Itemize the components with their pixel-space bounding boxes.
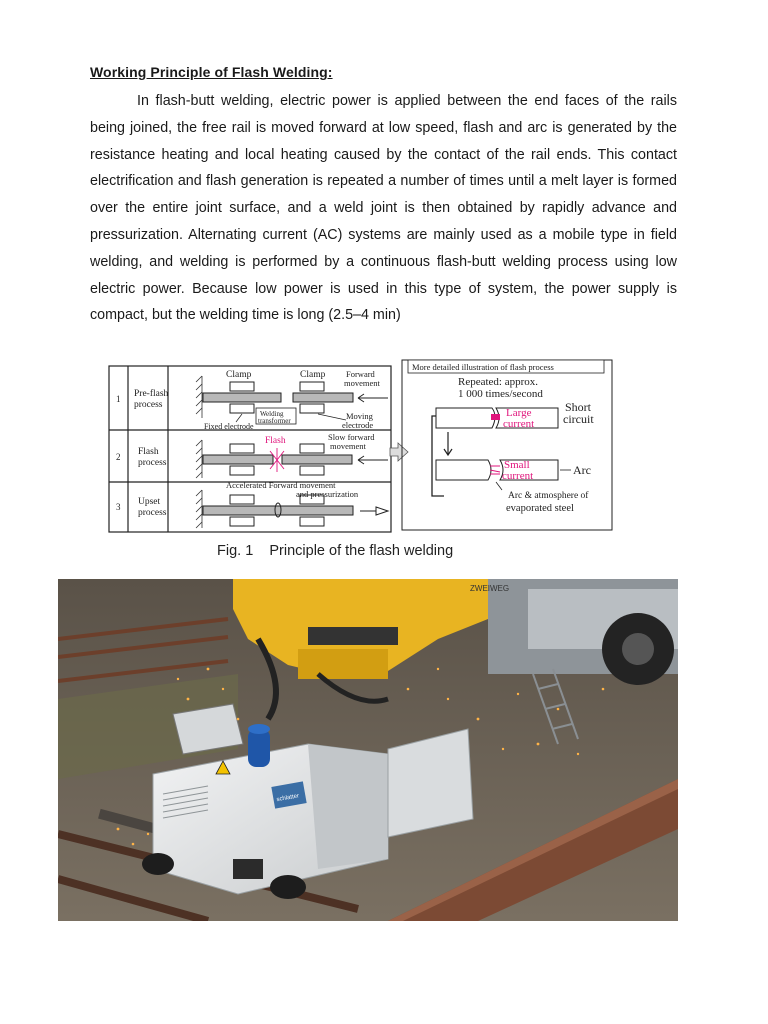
arc-atmosphere-label-b: evaporated steel bbox=[506, 503, 574, 514]
arc-atmosphere-label-a: Arc & atmosphere of bbox=[508, 491, 589, 501]
moving-electrode-label-b: electrode bbox=[342, 420, 374, 430]
detail-panel-title: More detailed illustration of flash process bbox=[412, 362, 554, 372]
fixed-electrode-label: Fixed electrode bbox=[204, 422, 254, 431]
forward-movement-label-b: movement bbox=[344, 378, 380, 388]
row-2-name-b: process bbox=[138, 458, 167, 468]
row-1-name-b: process bbox=[134, 400, 163, 410]
machine-label: ZWEIWEG bbox=[470, 584, 510, 593]
accelerated-label-b: and pressurization bbox=[296, 489, 359, 499]
welding-transformer-label-a: Welding bbox=[260, 410, 284, 418]
row-3-number: 3 bbox=[116, 502, 121, 512]
short-circuit-label-b: circuit bbox=[563, 412, 594, 426]
figure-caption: Fig. 1 Principle of the flash welding bbox=[217, 543, 454, 559]
row-1-number: 1 bbox=[116, 394, 121, 404]
large-current-label-a: Large bbox=[506, 407, 532, 419]
flash-welding-diagram bbox=[108, 356, 614, 534]
fixed-wall-hatching bbox=[196, 376, 202, 528]
small-current-label-b: current bbox=[502, 470, 534, 482]
welding-machine-photo bbox=[58, 579, 678, 921]
flash-label: Flash bbox=[265, 436, 286, 446]
repeated-label-a: Repeated: approx. bbox=[458, 376, 539, 388]
small-current-label-a: Small bbox=[504, 459, 530, 471]
row-2-number: 2 bbox=[116, 452, 121, 462]
welding-transformer-label-b: transformer bbox=[258, 417, 291, 425]
row-3-rails bbox=[203, 495, 353, 526]
clamp-left-label: Clamp bbox=[226, 370, 252, 380]
machine-side-label: schlatter bbox=[276, 793, 300, 804]
forward-movement-label-a: Forward bbox=[346, 369, 375, 379]
row-1-name-a: Pre-flash bbox=[134, 389, 169, 399]
arc-label: Arc bbox=[573, 463, 591, 477]
row-3-name-b: process bbox=[138, 508, 167, 518]
slow-forward-label-b: movement bbox=[330, 441, 366, 451]
to-detail-arrow bbox=[390, 443, 408, 461]
forward-arrow-2 bbox=[358, 456, 388, 464]
repeated-label-b: 1 000 times/second bbox=[458, 388, 543, 400]
row-2-name-a: Flash bbox=[138, 447, 159, 457]
clamp-right-label: Clamp bbox=[300, 370, 326, 380]
body-paragraph: In flash-butt welding, electric power is applied between the end faces of the rails being joined, the free rail is moved forward at low speed, flash and arc is generated by the resistance heating and local heating caused by the contact of the rail ends. This contact electrification and flash generation is repeated a number of times until a melt layer is formed over the entire joint surface, and a weld joint is then obtained by rapidly advance and pressurization. Alternating current (AC) systems are mainly used as a mobile type in field welding, and welding is performed by a continuous flash-butt welding process using low electric power. Because low power is used in this type of system, the power supply is compact, but the welding time is long (2.5–4 min) bbox=[90, 93, 677, 324]
moving-electrode-label-a: Moving bbox=[346, 411, 373, 421]
section-heading: Working Principle of Flash Welding: bbox=[90, 64, 333, 80]
accelerated-label-a: Accelerated Forward movement bbox=[226, 480, 336, 490]
forward-arrow-1 bbox=[358, 394, 388, 402]
upset-arrow bbox=[360, 507, 388, 515]
row-3-name-a: Upset bbox=[138, 497, 161, 507]
short-circuit-label-a: Short bbox=[565, 400, 592, 414]
large-current-label-b: current bbox=[503, 418, 535, 430]
slow-forward-label-a: Slow forward bbox=[328, 432, 375, 442]
